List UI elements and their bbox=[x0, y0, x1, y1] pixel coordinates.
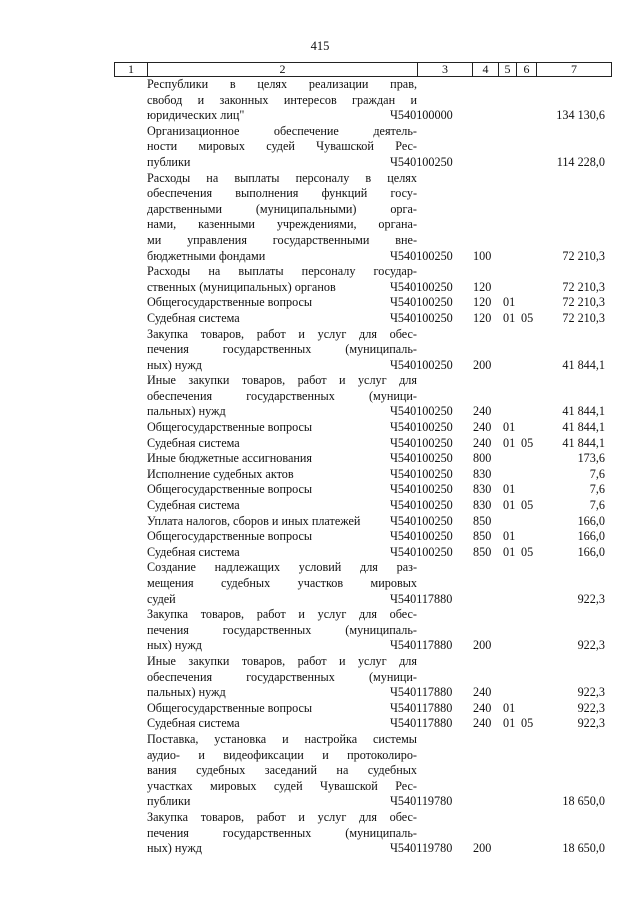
section-code: 01 bbox=[503, 295, 516, 310]
description-line: Судебная система bbox=[147, 544, 240, 559]
column-header-3: 3 bbox=[418, 63, 473, 77]
description-line: публики bbox=[147, 154, 191, 169]
target-article-code: Ч540117880 bbox=[390, 700, 453, 715]
expense-type-code: 240 bbox=[473, 685, 492, 700]
target-article-code: Ч540100250 bbox=[390, 310, 453, 325]
row-description bbox=[147, 732, 417, 810]
description-line: Судебная система bbox=[147, 435, 240, 450]
section-code: 01 bbox=[503, 310, 516, 325]
description-line: Поставка, установка и настройка системы bbox=[147, 731, 417, 746]
column-header-5: 5 bbox=[499, 63, 517, 77]
table-row bbox=[114, 420, 611, 436]
description-line: свобод и законных интересов граждан и bbox=[147, 92, 417, 107]
amount-value: 922,3 bbox=[577, 638, 605, 653]
amount-value: 41 844,1 bbox=[562, 420, 605, 435]
section-code: 01 bbox=[503, 498, 516, 513]
table-row bbox=[114, 327, 611, 374]
target-article-code: Ч540100250 bbox=[390, 451, 453, 466]
table-row bbox=[114, 560, 611, 607]
amount-value: 7,6 bbox=[589, 498, 605, 513]
page-number: 415 bbox=[310, 39, 330, 53]
description-line: обеспечения выполнения функций госу- bbox=[147, 186, 417, 201]
expense-type-code: 120 bbox=[473, 310, 492, 325]
table-row bbox=[114, 124, 611, 171]
target-article-code: Ч540119780 bbox=[390, 841, 453, 856]
column-header-1: 1 bbox=[115, 63, 148, 77]
description-line: обеспечения государственных (муници- bbox=[147, 669, 417, 684]
table-row bbox=[114, 482, 611, 498]
row-description bbox=[147, 716, 417, 732]
amount-value: 7,6 bbox=[589, 466, 605, 481]
amount-value: 41 844,1 bbox=[562, 404, 605, 419]
table-row bbox=[114, 373, 611, 420]
expense-type-code: 100 bbox=[473, 248, 492, 263]
amount-value: 18 650,0 bbox=[562, 841, 605, 856]
description-line: Расходы на выплаты персоналу государ- bbox=[147, 264, 417, 279]
amount-value: 41 844,1 bbox=[562, 435, 605, 450]
table-row bbox=[114, 264, 611, 295]
row-description bbox=[147, 482, 417, 498]
description-line: вания судебных заседаний на судебных bbox=[147, 763, 417, 778]
subsection-code: 05 bbox=[521, 716, 534, 731]
amount-value: 41 844,1 bbox=[562, 357, 605, 372]
section-code: 01 bbox=[503, 544, 516, 559]
description-line: Общегосударственные вопросы bbox=[147, 482, 313, 497]
description-line: Общегосударственные вопросы bbox=[147, 700, 313, 715]
description-line: пальных) нужд bbox=[147, 685, 226, 700]
row-description bbox=[147, 373, 417, 420]
description-line: Иные закупки товаров, работ и услуг для bbox=[147, 373, 417, 388]
description-line: Организационное обеспечение деятель- bbox=[147, 123, 417, 138]
column-header-table bbox=[114, 62, 612, 77]
table-row bbox=[114, 498, 611, 514]
description-line: Закупка товаров, работ и услуг для обес- bbox=[147, 326, 417, 341]
target-article-code: Ч540100250 bbox=[390, 404, 453, 419]
expense-type-code: 850 bbox=[473, 544, 492, 559]
section-code: 01 bbox=[503, 700, 516, 715]
row-description bbox=[147, 436, 417, 452]
description-line: участках мировых судей Чувашской Рес- bbox=[147, 778, 417, 793]
target-article-code: Ч540100250 bbox=[390, 420, 453, 435]
table-row bbox=[114, 171, 611, 265]
description-line: ных) нужд bbox=[147, 638, 202, 653]
table-row bbox=[114, 545, 611, 561]
table-row bbox=[114, 732, 611, 810]
table-row bbox=[114, 514, 611, 530]
row-description bbox=[147, 514, 417, 530]
description-line: печения государственных (муниципаль- bbox=[147, 825, 417, 840]
row-description bbox=[147, 327, 417, 374]
row-description bbox=[147, 171, 417, 265]
table-row bbox=[114, 716, 611, 732]
section-code: 01 bbox=[503, 435, 516, 450]
description-line: печения государственных (муниципаль- bbox=[147, 622, 417, 637]
row-description bbox=[147, 77, 417, 124]
description-line: Судебная система bbox=[147, 310, 240, 325]
amount-value: 72 210,3 bbox=[562, 295, 605, 310]
amount-value: 922,3 bbox=[577, 716, 605, 731]
expense-type-code: 830 bbox=[473, 466, 492, 481]
description-line: нами, казенными учреждениями, органа- bbox=[147, 217, 417, 232]
amount-value: 72 210,3 bbox=[562, 310, 605, 325]
expense-type-code: 240 bbox=[473, 404, 492, 419]
target-article-code: Ч540100250 bbox=[390, 466, 453, 481]
table-row bbox=[114, 607, 611, 654]
expense-type-code: 850 bbox=[473, 513, 492, 528]
row-description bbox=[147, 420, 417, 436]
target-article-code: Ч540119780 bbox=[390, 794, 453, 809]
expense-type-code: 120 bbox=[473, 295, 492, 310]
target-article-code: Ч540100250 bbox=[390, 529, 453, 544]
amount-value: 922,3 bbox=[577, 591, 605, 606]
description-line: Создание надлежащих условий для раз- bbox=[147, 560, 417, 575]
description-line: аудио- и видеофиксации и протоколиро- bbox=[147, 747, 417, 762]
row-description bbox=[147, 467, 417, 483]
row-description bbox=[147, 264, 417, 295]
subsection-code: 05 bbox=[521, 544, 534, 559]
description-line: Судебная система bbox=[147, 716, 240, 731]
amount-value: 166,0 bbox=[577, 529, 605, 544]
row-description bbox=[147, 545, 417, 561]
table-row bbox=[114, 529, 611, 545]
description-line: бюджетными фондами bbox=[147, 248, 266, 263]
section-code: 01 bbox=[503, 420, 516, 435]
target-article-code: Ч540100250 bbox=[390, 154, 453, 169]
description-line: мещения судебных участков мировых bbox=[147, 576, 417, 590]
expense-type-code: 830 bbox=[473, 498, 492, 513]
amount-value: 166,0 bbox=[577, 544, 605, 559]
table-row bbox=[114, 436, 611, 452]
expense-type-code: 200 bbox=[473, 357, 492, 372]
description-line: публики bbox=[147, 794, 191, 809]
amount-value: 922,3 bbox=[577, 700, 605, 715]
description-line: Судебная система bbox=[147, 498, 240, 513]
description-line: Республики в целях реализации прав, bbox=[147, 77, 417, 91]
row-description bbox=[147, 498, 417, 514]
description-line: печения государственных (муниципаль- bbox=[147, 342, 417, 357]
description-line: судей bbox=[147, 591, 176, 606]
target-article-code: Ч540100250 bbox=[390, 357, 453, 372]
description-line: пальных) нужд bbox=[147, 404, 226, 419]
expense-type-code: 240 bbox=[473, 435, 492, 450]
description-line: Общегосударственные вопросы bbox=[147, 529, 313, 544]
table-row bbox=[114, 311, 611, 327]
description-line: ных) нужд bbox=[147, 841, 202, 856]
description-line: дарственными (муниципальными) орга- bbox=[147, 201, 417, 216]
subsection-code: 05 bbox=[521, 435, 534, 450]
expense-type-code: 240 bbox=[473, 716, 492, 731]
section-code: 01 bbox=[503, 482, 516, 497]
expense-type-code: 200 bbox=[473, 841, 492, 856]
row-description bbox=[147, 124, 417, 171]
description-line: ности мировых судей Чувашской Рес- bbox=[147, 139, 417, 154]
section-code: 01 bbox=[503, 716, 516, 731]
column-header-4: 4 bbox=[473, 63, 499, 77]
amount-value: 173,6 bbox=[577, 451, 605, 466]
target-article-code: Ч540100250 bbox=[390, 435, 453, 450]
description-line: Общегосударственные вопросы bbox=[147, 420, 313, 435]
expense-type-code: 120 bbox=[473, 279, 492, 294]
column-header-6: 6 bbox=[517, 63, 537, 77]
description-line: Общегосударственные вопросы bbox=[147, 295, 313, 310]
description-line: Иные закупки товаров, работ и услуг для bbox=[147, 653, 417, 668]
description-line: обеспечения государственных (муници- bbox=[147, 388, 417, 403]
budget-table-body bbox=[114, 77, 611, 857]
table-row bbox=[114, 654, 611, 701]
table-row bbox=[114, 295, 611, 311]
table-row bbox=[114, 701, 611, 717]
expense-type-code: 200 bbox=[473, 638, 492, 653]
description-line: Иные бюджетные ассигнования bbox=[147, 451, 313, 466]
target-article-code: Ч540100250 bbox=[390, 295, 453, 310]
description-line: юридических лиц" bbox=[147, 108, 245, 123]
amount-value: 18 650,0 bbox=[562, 794, 605, 809]
target-article-code: Ч540100250 bbox=[390, 279, 453, 294]
target-article-code: Ч540117880 bbox=[390, 591, 453, 606]
row-description bbox=[147, 295, 417, 311]
description-line: ственных (муниципальных) органов bbox=[147, 279, 336, 294]
target-article-code: Ч540100250 bbox=[390, 498, 453, 513]
target-article-code: Ч540117880 bbox=[390, 716, 453, 731]
target-article-code: Ч540100250 bbox=[390, 248, 453, 263]
row-description bbox=[147, 560, 417, 607]
amount-value: 114 228,0 bbox=[556, 154, 605, 169]
target-article-code: Ч540100250 bbox=[390, 544, 453, 559]
column-header-row bbox=[115, 63, 612, 77]
subsection-code: 05 bbox=[521, 310, 534, 325]
description-line: Закупка товаров, работ и услуг для обес- bbox=[147, 809, 417, 824]
table-row bbox=[114, 451, 611, 467]
subsection-code: 05 bbox=[521, 498, 534, 513]
amount-value: 166,0 bbox=[577, 513, 605, 528]
target-article-code: Ч540117880 bbox=[390, 685, 453, 700]
expense-type-code: 240 bbox=[473, 420, 492, 435]
description-line: ми управления государственными вне- bbox=[147, 232, 417, 247]
section-code: 01 bbox=[503, 529, 516, 544]
description-line: Исполнение судебных актов bbox=[147, 466, 294, 481]
row-description bbox=[147, 654, 417, 701]
row-description bbox=[147, 810, 417, 857]
table-row bbox=[114, 810, 611, 857]
amount-value: 72 210,3 bbox=[562, 248, 605, 263]
target-article-code: Ч540100000 bbox=[390, 108, 453, 123]
table-row bbox=[114, 77, 611, 124]
row-description bbox=[147, 701, 417, 717]
amount-value: 7,6 bbox=[589, 482, 605, 497]
expense-type-code: 830 bbox=[473, 482, 492, 497]
row-description bbox=[147, 451, 417, 467]
expense-type-code: 850 bbox=[473, 529, 492, 544]
target-article-code: Ч540100250 bbox=[390, 482, 453, 497]
row-description bbox=[147, 529, 417, 545]
description-line: Закупка товаров, работ и услуг для обес- bbox=[147, 607, 417, 622]
amount-value: 72 210,3 bbox=[562, 279, 605, 294]
amount-value: 922,3 bbox=[577, 685, 605, 700]
table-row bbox=[114, 467, 611, 483]
description-line: ных) нужд bbox=[147, 357, 202, 372]
target-article-code: Ч540117880 bbox=[390, 638, 453, 653]
row-description bbox=[147, 607, 417, 654]
column-header-2: 2 bbox=[148, 63, 418, 77]
description-line: Расходы на выплаты персоналу в целях bbox=[147, 170, 417, 185]
target-article-code: Ч540100250 bbox=[390, 513, 453, 528]
expense-type-code: 240 bbox=[473, 700, 492, 715]
expense-type-code: 800 bbox=[473, 451, 492, 466]
description-line: Уплата налогов, сборов и иных платежей bbox=[147, 513, 361, 528]
column-header-7: 7 bbox=[537, 63, 612, 77]
row-description bbox=[147, 311, 417, 327]
amount-value: 134 130,6 bbox=[556, 108, 605, 123]
